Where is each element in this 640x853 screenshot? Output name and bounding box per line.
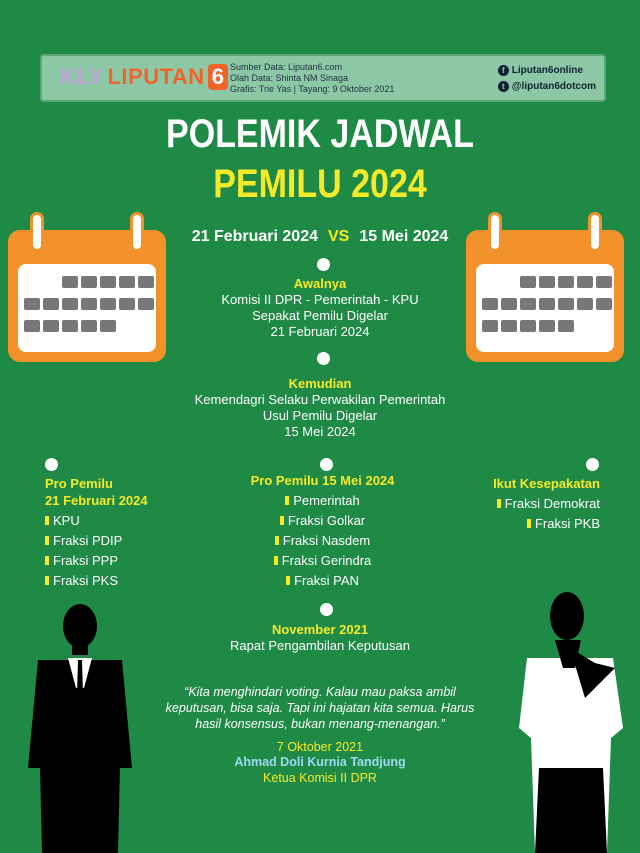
column-ikut-kesepakatan <box>493 475 600 534</box>
column-heading: 21 Februari 2024 <box>45 493 148 508</box>
column-dot <box>586 458 599 471</box>
brand-six: 6 <box>208 64 229 90</box>
kly-logo: KLY <box>60 64 104 89</box>
list-item: Fraksi Gerindra <box>225 551 420 571</box>
social-links <box>498 63 596 95</box>
vs-label: VS <box>328 228 350 245</box>
column-heading: Ikut Kesepakatan <box>493 476 600 491</box>
timeline-line: 15 Mei 2024 <box>284 424 356 439</box>
column-dot <box>45 458 58 471</box>
title-line2: PEMILU 2024 <box>213 162 427 206</box>
calendar-ring <box>488 212 502 252</box>
timeline-awalnya <box>0 276 640 340</box>
timeline-line: Sepakat Pemilu Digelar <box>252 308 388 323</box>
credits <box>230 62 394 95</box>
brand-name: LIPUTAN <box>107 64 205 89</box>
list-item: KPU <box>45 511 148 531</box>
calendar-ring <box>130 212 144 252</box>
calendar-ring <box>30 212 44 252</box>
date-right: 15 Mei 2024 <box>359 228 449 245</box>
processed-text: Olah Data: Shinta NM Sinaga <box>230 73 349 83</box>
timeline-line: Komisi II DPR - Pemerintah - KPU <box>221 292 419 307</box>
timeline-line: Usul Pemilu Digelar <box>262 408 378 423</box>
decision-heading: November 2021 <box>271 622 369 637</box>
list-item: Fraksi PKS <box>45 571 148 591</box>
graphic-text: Grafis: Trie Yas | Tayang: 9 Oktober 2021 <box>230 84 395 94</box>
column-pro-februari <box>45 475 148 591</box>
list-item: Fraksi PAN <box>225 571 420 591</box>
column-heading: Pro Pemilu 15 Mei 2024 <box>250 473 395 488</box>
date-left: 21 Februari 2024 <box>191 228 318 245</box>
timeline-heading: Awalnya <box>293 276 347 291</box>
list-item: Fraksi Golkar <box>225 511 420 531</box>
timeline-heading: Kemudian <box>288 376 352 391</box>
timeline-dot <box>320 603 333 616</box>
list-item: Fraksi Nasdem <box>225 531 420 551</box>
timeline-dot <box>317 258 330 271</box>
list-item: Fraksi PPP <box>45 551 148 571</box>
source-text: Sumber Data: Liputan6.com <box>230 62 343 72</box>
man-silhouette-left <box>20 598 140 853</box>
column-heading: Pro Pemilu <box>45 476 113 491</box>
facebook-handle: Liputan6online <box>511 65 583 76</box>
twitter-handle: @liputan6dotcom <box>511 81 596 92</box>
list-item: Pemerintah <box>225 491 420 511</box>
twitter-icon: t <box>498 81 509 92</box>
speaker-name: Ahmad Doli Kurnia Tandjung <box>234 755 406 769</box>
decision-text: Rapat Pengambilan Keputusan <box>230 638 410 653</box>
speaker-role: Ketua Komisi II DPR <box>263 771 377 785</box>
timeline-kemudian <box>0 376 640 440</box>
list-item: Fraksi Demokrat <box>493 494 600 514</box>
list-item: Fraksi PDIP <box>45 531 148 551</box>
calendar-ring <box>588 212 602 252</box>
liputan6-logo <box>60 64 228 90</box>
timeline-line: 21 Februari 2024 <box>270 324 370 339</box>
quote-text: “Kita menghindari voting. Kalau mau paksa ambil keputusan, bisa saja. Tapi ini hajatan kita semua. Harus hasil konsensus, bukan menang-menangan.” <box>165 685 475 731</box>
column-dot <box>320 458 333 471</box>
timeline-dot <box>317 352 330 365</box>
title-line1: POLEMIK JADWAL <box>166 112 474 156</box>
list-item: Fraksi PKB <box>493 514 600 534</box>
column-pro-mei <box>225 472 420 591</box>
quote-date: 7 Oktober 2021 <box>276 740 364 754</box>
header-banner <box>40 54 606 102</box>
man-silhouette-right <box>515 588 630 853</box>
timeline-line: Kemendagri Selaku Perwakilan Pemerintah <box>194 392 446 407</box>
facebook-icon: f <box>498 65 509 76</box>
